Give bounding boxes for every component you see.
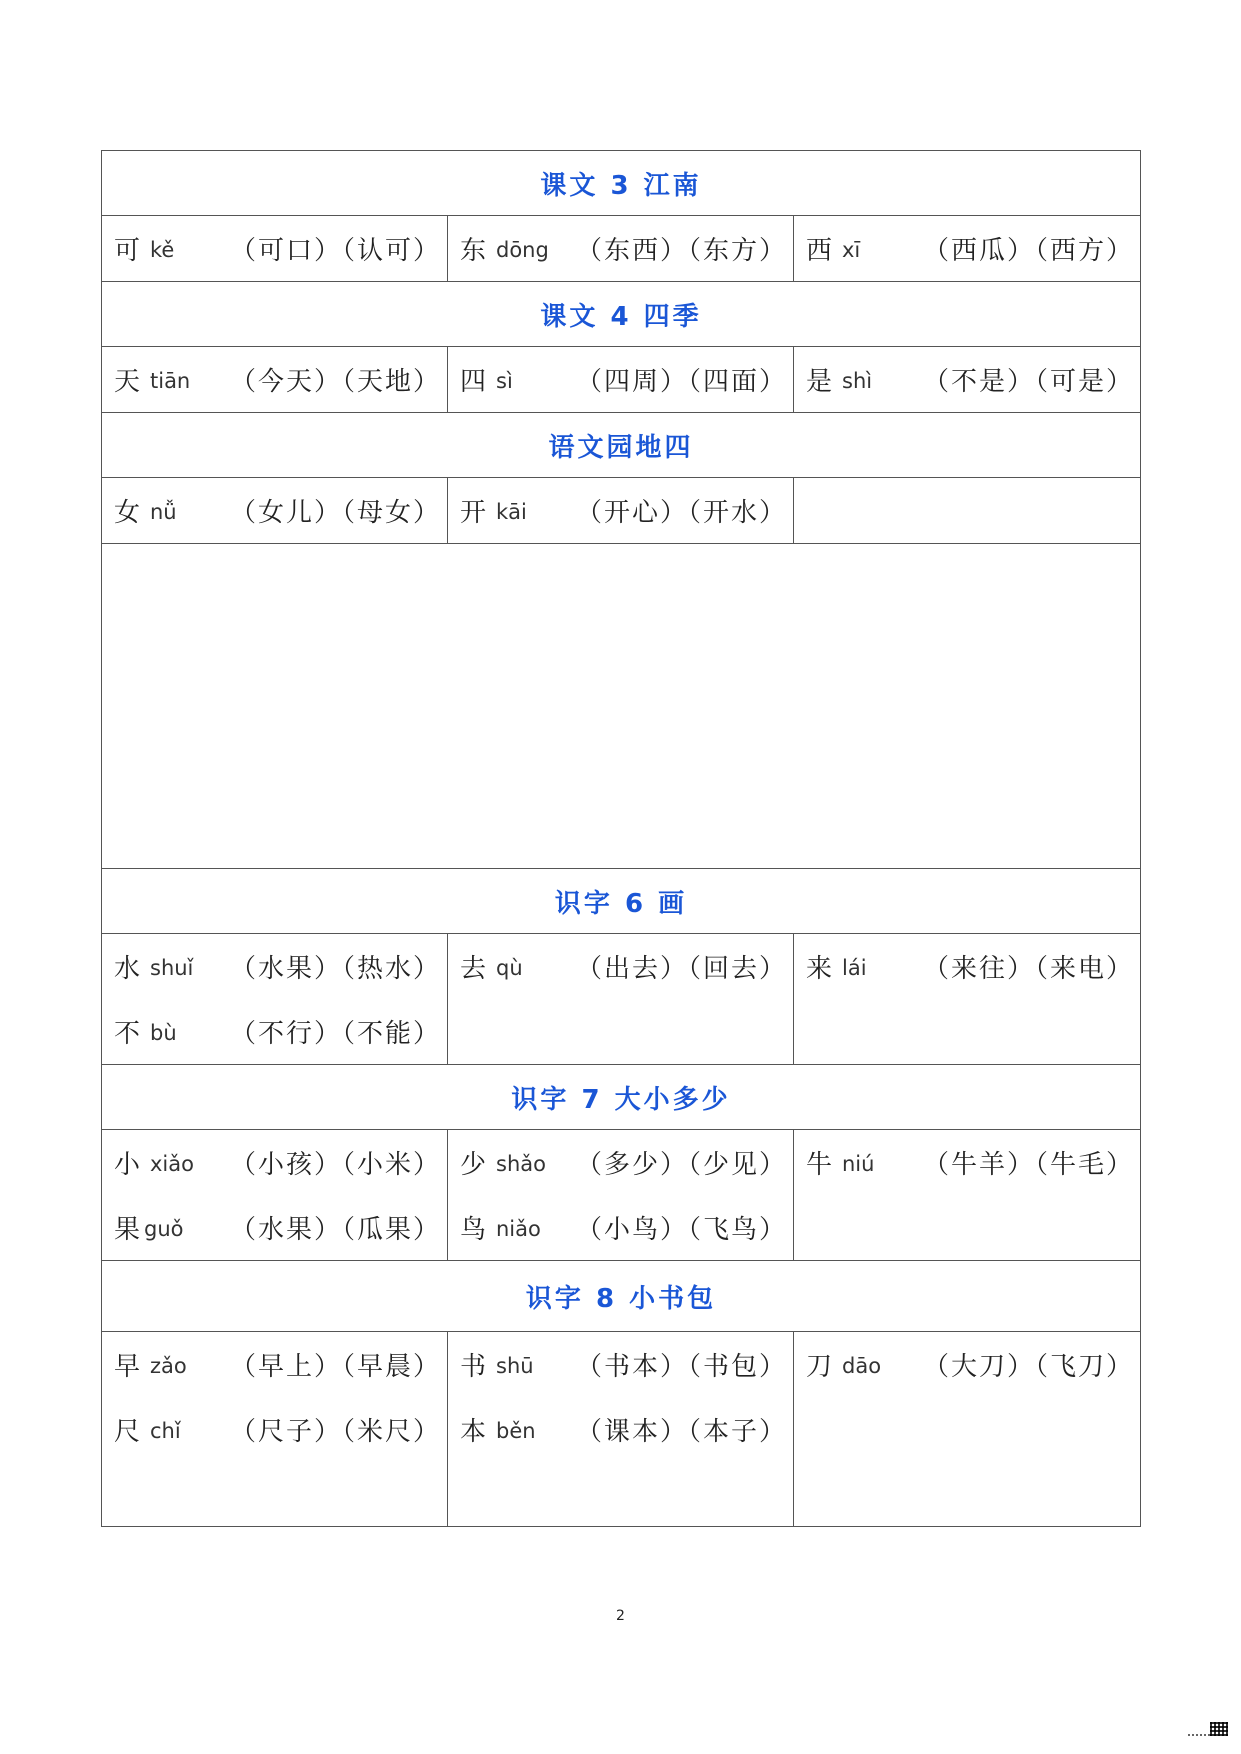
entry-cell: [448, 1130, 794, 1261]
entry-cell: [102, 216, 448, 282]
example-words: （水果）（瓜果）: [229, 1215, 441, 1245]
entry-cell: [794, 216, 1141, 282]
example-words: （西瓜）（西方）: [923, 236, 1135, 266]
example-words: （东西）（东方）: [575, 236, 787, 266]
section-header-row: [102, 1261, 1141, 1332]
word-entry: [806, 1130, 1140, 1195]
example-words: （水果）（热水）: [229, 954, 441, 984]
entries-row: [102, 1332, 1141, 1527]
character: 牛: [806, 1150, 833, 1180]
entry-cell: [102, 478, 448, 544]
entry-cell: [794, 1130, 1141, 1261]
character: 尺: [114, 1417, 141, 1447]
character: 天: [114, 367, 141, 397]
character: 鸟: [460, 1215, 487, 1245]
character: 来: [806, 954, 833, 984]
word-entry: [460, 478, 793, 543]
word-entry: [114, 216, 447, 281]
example-words: （今天）（天地）: [229, 367, 441, 397]
blank-row: [102, 544, 1141, 869]
character: 小: [114, 1150, 141, 1180]
character: 可: [114, 236, 141, 266]
pinyin: kě: [150, 238, 175, 262]
pinyin: lái: [842, 956, 867, 980]
word-entry: [114, 934, 447, 999]
section-header-row: [102, 282, 1141, 347]
example-words: （可口）（认可）: [229, 236, 441, 266]
character: 少: [460, 1150, 487, 1180]
example-words: （课本）（本子）: [575, 1417, 787, 1447]
section-title: 识字 8 小书包: [102, 1261, 1141, 1332]
pinyin: dōng: [496, 238, 549, 262]
pinyin: kāi: [496, 500, 527, 524]
word-entry: [806, 216, 1140, 281]
character: 果: [114, 1215, 141, 1245]
section-title: 识字 6 画: [102, 869, 1141, 934]
character: 早: [114, 1352, 141, 1382]
vocabulary-table: [101, 150, 1141, 1527]
entries-row: [102, 216, 1141, 282]
word-entry: [114, 1130, 447, 1195]
example-words: （四周）（四面）: [575, 367, 787, 397]
pinyin: shǎo: [496, 1152, 546, 1176]
entry-cell: [102, 1332, 448, 1527]
blank-area: [102, 544, 1141, 869]
pinyin: xī: [842, 238, 861, 262]
character: 西: [806, 236, 833, 266]
example-words: （小鸟）（飞鸟）: [575, 1215, 787, 1245]
character: 女: [114, 498, 141, 528]
word-entry: [460, 1130, 793, 1195]
pinyin: shuǐ: [150, 956, 194, 980]
pinyin: tiān: [150, 369, 191, 393]
section-header-row: [102, 869, 1141, 934]
empty-cell: [794, 478, 1141, 544]
entries-row: [102, 1130, 1141, 1261]
section-title: 语文园地四: [102, 413, 1141, 478]
character: 书: [460, 1352, 487, 1382]
entry-cell: [102, 934, 448, 1065]
qr-code-mark-icon: [1188, 1722, 1228, 1736]
entry-cell: [794, 347, 1141, 413]
pinyin: shì: [842, 369, 873, 393]
entry-cell: [102, 1130, 448, 1261]
example-words: （不行）（不能）: [229, 1019, 441, 1049]
pinyin: dāo: [842, 1354, 882, 1378]
table-body: [102, 151, 1141, 1527]
pinyin: běn: [496, 1419, 536, 1443]
entry-cell: [448, 478, 794, 544]
character: 去: [460, 954, 487, 984]
entry-cell: [448, 934, 794, 1065]
character: 是: [806, 367, 833, 397]
example-words: （早上）（早晨）: [229, 1352, 441, 1382]
section-header-row: [102, 1065, 1141, 1130]
word-entry: [806, 1332, 1140, 1397]
pinyin: sì: [496, 369, 513, 393]
page-number: 2: [616, 1608, 625, 1624]
pinyin: guǒ: [144, 1217, 184, 1241]
example-words: （不是）（可是）: [923, 367, 1135, 397]
pinyin: nǚ: [150, 500, 177, 524]
entries-row: [102, 347, 1141, 413]
character: 不: [114, 1019, 141, 1049]
character: 四: [460, 367, 487, 397]
pinyin: bù: [150, 1021, 177, 1045]
entry-cell: [794, 1332, 1141, 1527]
word-entry: [460, 1397, 793, 1462]
pinyin: xiǎo: [150, 1152, 194, 1176]
word-entry: [806, 347, 1140, 412]
example-words: （大刀）（飞刀）: [923, 1352, 1135, 1382]
entry-cell: [448, 347, 794, 413]
character: 本: [460, 1417, 487, 1447]
example-words: （书本）（书包）: [575, 1352, 787, 1382]
example-words: （开心）（开水）: [575, 498, 787, 528]
example-words: （出去）（回去）: [575, 954, 787, 984]
entry-cell: [794, 934, 1141, 1065]
entry-cell: [102, 347, 448, 413]
section-header-row: [102, 413, 1141, 478]
pinyin: zǎo: [150, 1354, 187, 1378]
word-entry: [114, 1332, 447, 1397]
section-title: 识字 7 大小多少: [102, 1065, 1141, 1130]
example-words: （来往）（来电）: [923, 954, 1135, 984]
example-words: （多少）（少见）: [575, 1150, 787, 1180]
section-header-row: [102, 151, 1141, 216]
entry-cell: [448, 1332, 794, 1527]
entry-cell: [448, 216, 794, 282]
word-entry: [460, 347, 793, 412]
word-entry: [114, 1397, 447, 1462]
example-words: （女儿）（母女）: [229, 498, 441, 528]
character: 开: [460, 498, 487, 528]
example-words: （尺子）（米尺）: [229, 1417, 441, 1447]
word-entry: [460, 216, 793, 281]
character: 水: [114, 954, 141, 984]
section-title: 课文 3 江南: [102, 151, 1141, 216]
word-entry: [114, 347, 447, 412]
character: 刀: [806, 1352, 833, 1382]
entries-row: [102, 934, 1141, 1065]
example-words: （小孩）（小米）: [229, 1150, 441, 1180]
pinyin: chǐ: [150, 1419, 181, 1443]
example-words: （牛羊）（牛毛）: [923, 1150, 1135, 1180]
pinyin: qù: [496, 956, 523, 980]
word-entry: [460, 1332, 793, 1397]
entries-row: [102, 478, 1141, 544]
word-entry: [114, 1195, 447, 1260]
word-entry: [114, 999, 447, 1064]
section-title: 课文 4 四季: [102, 282, 1141, 347]
pinyin: niǎo: [496, 1217, 541, 1241]
word-entry: [806, 934, 1140, 999]
word-entry: [114, 478, 447, 543]
pinyin: niú: [842, 1152, 875, 1176]
pinyin: shū: [496, 1354, 534, 1378]
word-entry: [460, 934, 793, 999]
word-entry: [460, 1195, 793, 1260]
character: 东: [460, 236, 487, 266]
